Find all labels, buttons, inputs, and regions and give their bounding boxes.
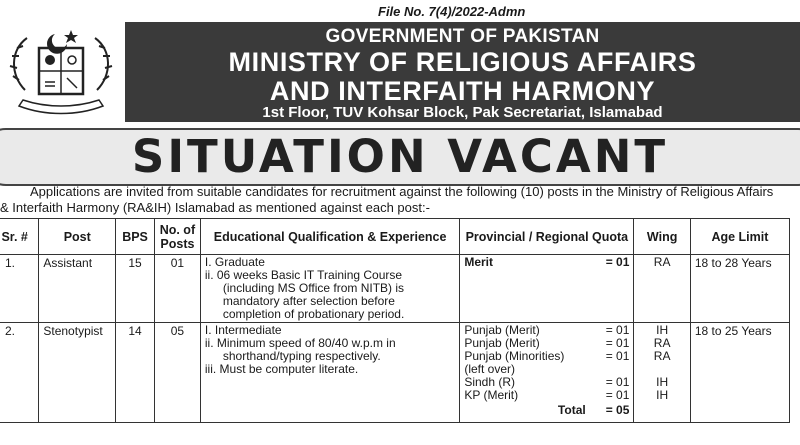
qualification-line: I. Intermediate <box>204 323 282 337</box>
cell-quota <box>460 255 634 323</box>
quota-entry <box>464 389 629 402</box>
quota-value: = 01 <box>605 388 630 402</box>
quota-value: = 01 <box>605 255 630 269</box>
cell-qualification <box>200 255 459 323</box>
header-bps: BPS <box>116 219 155 255</box>
cell-no-of-posts: 01 <box>154 255 200 323</box>
table-header-row <box>0 219 790 255</box>
quota-value: = 01 <box>605 323 630 337</box>
quota-value: = 01 <box>605 349 630 363</box>
qualification-line: I. Graduate <box>204 255 265 269</box>
quota-entry <box>464 256 629 269</box>
qualification-line: (including MS Office from NITB) is <box>222 281 405 295</box>
qualification-line: ii. 06 weeks Basic IT Training Course <box>204 268 403 282</box>
table-row <box>0 255 790 323</box>
quota-total <box>464 403 629 417</box>
cell-sr: 1. <box>0 255 39 323</box>
ministry-address: 1st Floor, TUV Kohsar Block, Pak Secretariat, Islamabad <box>262 104 663 121</box>
header-no-of-posts: No. of Posts <box>154 219 200 255</box>
cell-qualification <box>200 323 459 423</box>
wing-value: IH <box>656 323 669 337</box>
header-quota: Provincial / Regional Quota <box>460 219 634 255</box>
cell-post: Assistant <box>39 255 116 323</box>
cell-age-limit: 18 to 25 Years <box>690 323 789 423</box>
quota-name: (left over) <box>464 362 516 376</box>
wing-value: IH <box>656 388 669 402</box>
header-post: Post <box>39 219 116 255</box>
cell-wing <box>634 323 690 423</box>
ministry-name-line2: AND INTERFAITH HARMONY <box>269 76 656 106</box>
wing-value: RA <box>653 349 671 363</box>
intro-text-line2: & Interfaith Harmony (RA&IH) Islamabad as mentioned against each post:- <box>0 200 430 215</box>
cell-sr: 2. <box>0 323 39 423</box>
quota-name: KP (Merit) <box>464 388 519 402</box>
cell-bps: 15 <box>116 255 155 323</box>
government-title: GOVERNMENT OF PAKISTAN <box>325 26 600 47</box>
header-wing: Wing <box>634 219 690 255</box>
file-number: File No. 7(4)/2022-Admn <box>378 4 526 19</box>
quota-value: = 01 <box>605 336 630 350</box>
cell-wing <box>634 255 690 323</box>
vacancy-table <box>0 218 790 423</box>
quota-name: Merit <box>464 255 493 269</box>
wing-value: RA <box>653 336 671 350</box>
cell-quota <box>460 323 634 423</box>
banner-title: SITUATION VACANT <box>131 130 669 183</box>
header-age-limit: Age Limit <box>690 219 789 255</box>
total-label: Total <box>557 403 586 417</box>
ministry-header <box>125 22 800 122</box>
quota-name: Punjab (Merit) <box>464 336 540 350</box>
qualification-line: iii. Must be computer literate. <box>204 362 359 376</box>
table-row <box>0 323 790 423</box>
cell-bps: 14 <box>116 323 155 423</box>
qualification-line: ii. Minimum speed of 80/40 w.p.m in <box>204 336 396 350</box>
wing-value: IH <box>656 375 669 389</box>
ministry-name-line1: MINISTRY OF RELIGIOUS AFFAIRS <box>228 47 697 77</box>
quota-name: Punjab (Minorities) <box>464 349 565 363</box>
quota-value: = 01 <box>605 375 630 389</box>
total-value: = 05 <box>605 403 630 417</box>
cell-post: Stenotypist <box>39 323 116 423</box>
qualification-line: completion of probationary period. <box>222 307 405 321</box>
qualification-line: shorthand/typing respectively. <box>222 349 381 363</box>
pakistan-state-emblem-icon <box>5 20 117 124</box>
cell-no-of-posts: 05 <box>154 323 200 423</box>
header-qualification: Educational Qualification & Experience <box>200 219 459 255</box>
wing-value: RA <box>653 255 671 269</box>
cell-age-limit: 18 to 28 Years <box>690 255 789 323</box>
header-sr: Sr. # <box>0 219 39 255</box>
qualification-line: mandatory after selection before <box>222 294 395 308</box>
intro-text-line1: Applications are invited from suitable candidates for recruitment against the following (10) posts in the Ministry of Religious Affairs <box>30 184 774 199</box>
quota-name: Sindh (R) <box>464 375 516 389</box>
quota-name: Punjab (Merit) <box>464 323 540 337</box>
